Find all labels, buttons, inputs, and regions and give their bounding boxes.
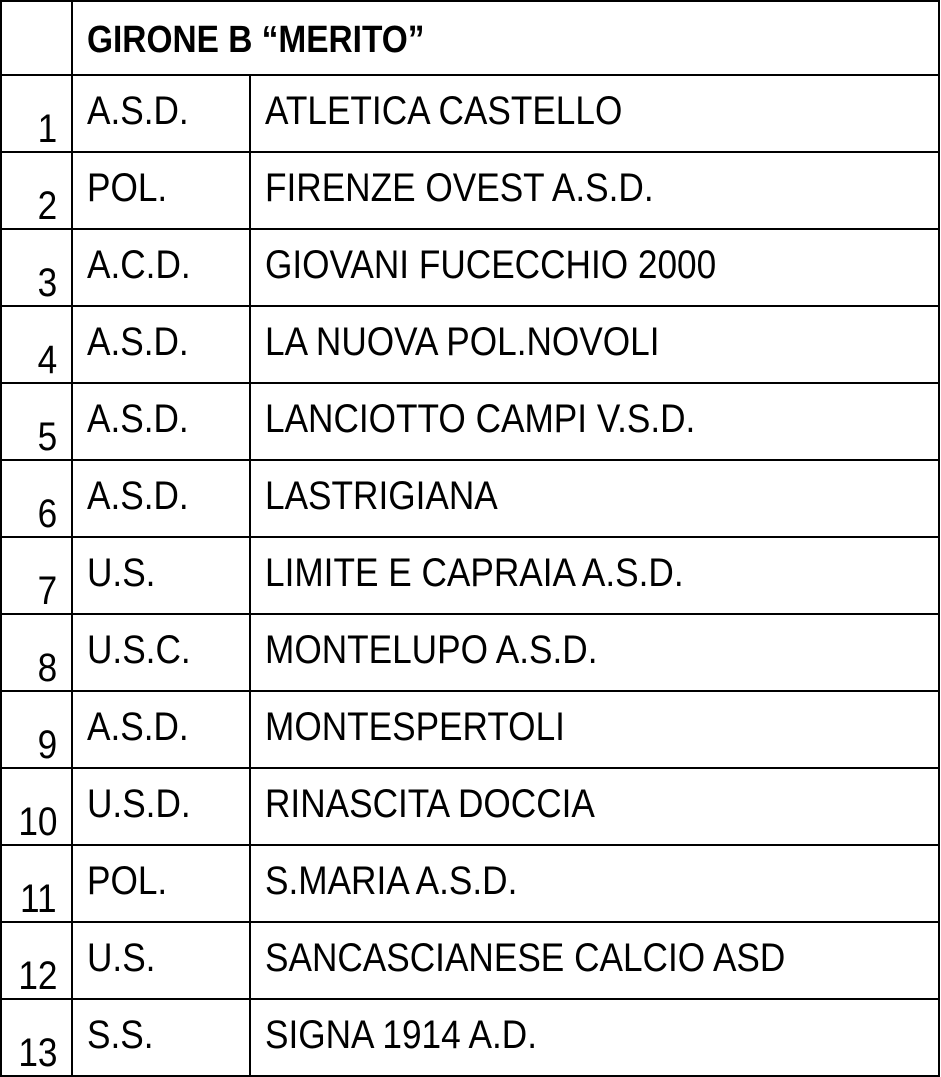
team-type: A.S.D. <box>72 460 250 537</box>
team-name: MONTELUPO A.S.D. <box>250 614 939 691</box>
team-type: A.S.D. <box>72 75 250 152</box>
group-title-text: GIRONE B “MERITO” <box>87 18 425 61</box>
team-name: S.MARIA A.S.D. <box>250 845 939 922</box>
table-header-row <box>1 1 939 75</box>
team-name: RINASCITA DOCCIA <box>250 768 939 845</box>
team-type: POL. <box>72 152 250 229</box>
team-number: 8 <box>1 614 72 691</box>
team-type: A.S.D. <box>72 691 250 768</box>
team-name: SANCASCIANESE CALCIO ASD <box>250 922 939 999</box>
team-number: 2 <box>1 152 72 229</box>
team-type: POL. <box>72 845 250 922</box>
team-number: 4 <box>1 306 72 383</box>
team-number: 3 <box>1 229 72 306</box>
table-row <box>1 537 939 614</box>
group-table-body <box>1 1 939 1076</box>
team-type: A.S.D. <box>72 306 250 383</box>
team-number: 10 <box>1 768 72 845</box>
table-row <box>1 229 939 306</box>
team-number: 9 <box>1 691 72 768</box>
team-type: U.S.D. <box>72 768 250 845</box>
table-row <box>1 614 939 691</box>
team-name: GIOVANI FUCECCHIO 2000 <box>250 229 939 306</box>
team-name: LA NUOVA POL.NOVOLI <box>250 306 939 383</box>
table-row <box>1 691 939 768</box>
table-row <box>1 922 939 999</box>
team-type: U.S. <box>72 537 250 614</box>
team-name: LIMITE E CAPRAIA A.S.D. <box>250 537 939 614</box>
team-number: 6 <box>1 460 72 537</box>
team-name: ATLETICA CASTELLO <box>250 75 939 152</box>
table-row <box>1 75 939 152</box>
header-number-cell <box>1 1 72 75</box>
team-type: S.S. <box>72 999 250 1076</box>
team-number: 5 <box>1 383 72 460</box>
team-type: A.C.D. <box>72 229 250 306</box>
table-row <box>1 460 939 537</box>
table-row <box>1 383 939 460</box>
team-type: U.S. <box>72 922 250 999</box>
team-name: FIRENZE OVEST A.S.D. <box>250 152 939 229</box>
table-row <box>1 845 939 922</box>
group-title <box>72 1 939 75</box>
team-number: 13 <box>1 999 72 1076</box>
team-number: 12 <box>1 922 72 999</box>
team-number: 1 <box>1 75 72 152</box>
table-row <box>1 306 939 383</box>
team-number: 7 <box>1 537 72 614</box>
team-name: LASTRIGIANA <box>250 460 939 537</box>
team-name: MONTESPERTOLI <box>250 691 939 768</box>
team-number: 11 <box>1 845 72 922</box>
team-name: LANCIOTTO CAMPI V.S.D. <box>250 383 939 460</box>
table-row <box>1 768 939 845</box>
team-name: SIGNA 1914 A.D. <box>250 999 939 1076</box>
team-type: U.S.C. <box>72 614 250 691</box>
team-type: A.S.D. <box>72 383 250 460</box>
table-row <box>1 999 939 1076</box>
table-row <box>1 152 939 229</box>
